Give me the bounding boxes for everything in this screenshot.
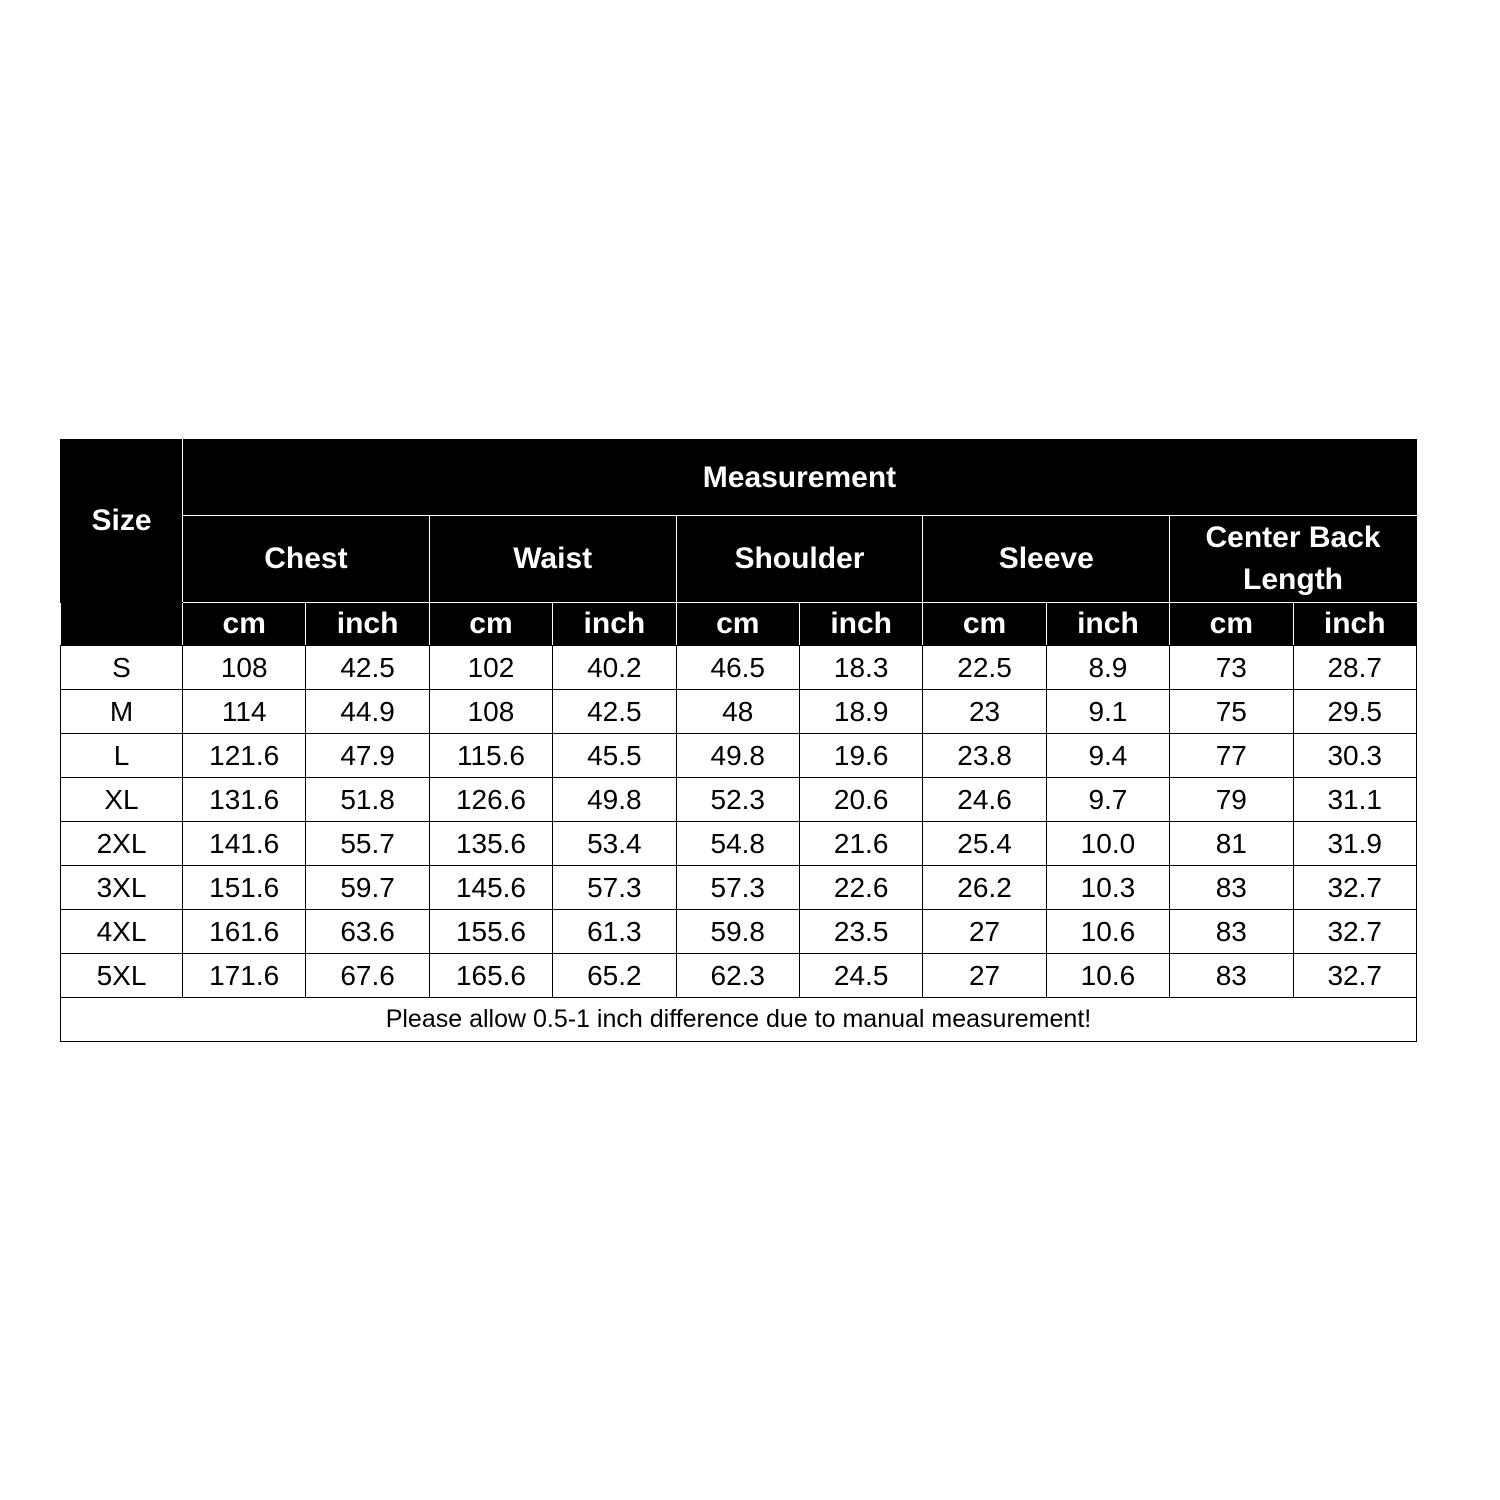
value-cell: 62.3 (676, 954, 799, 998)
value-cell: 108 (183, 646, 306, 690)
unit-header: cm (1170, 603, 1293, 646)
value-cell: 83 (1170, 954, 1293, 998)
value-cell: 57.3 (553, 866, 676, 910)
value-cell: 51.8 (306, 778, 429, 822)
value-cell: 171.6 (183, 954, 306, 998)
value-cell: 77 (1170, 734, 1293, 778)
value-cell: 27 (923, 954, 1046, 998)
value-cell: 102 (429, 646, 552, 690)
value-cell: 49.8 (553, 778, 676, 822)
table-row (61, 910, 1417, 954)
value-cell: 165.6 (429, 954, 552, 998)
part-header-waist: Waist (429, 516, 676, 603)
value-cell: 25.4 (923, 822, 1046, 866)
value-cell: 10.6 (1046, 910, 1169, 954)
value-cell: 67.6 (306, 954, 429, 998)
value-cell: 161.6 (183, 910, 306, 954)
value-cell: 32.7 (1293, 954, 1416, 998)
value-cell: 42.5 (553, 690, 676, 734)
value-cell: 54.8 (676, 822, 799, 866)
unit-header: inch (1046, 603, 1169, 646)
part-header-chest: Chest (183, 516, 430, 603)
value-cell: 47.9 (306, 734, 429, 778)
size-chart-table (60, 439, 1417, 1042)
value-cell: 48 (676, 690, 799, 734)
value-cell: 108 (429, 690, 552, 734)
value-cell: 126.6 (429, 778, 552, 822)
size-cell: XL (61, 778, 183, 822)
value-cell: 30.3 (1293, 734, 1416, 778)
value-cell: 53.4 (553, 822, 676, 866)
value-cell: 24.5 (799, 954, 922, 998)
unit-header: cm (429, 603, 552, 646)
value-cell: 75 (1170, 690, 1293, 734)
table-row (61, 734, 1417, 778)
table-header (61, 440, 1417, 646)
value-cell: 8.9 (1046, 646, 1169, 690)
part-header-sleeve: Sleeve (923, 516, 1170, 603)
size-column-header: Size (61, 440, 183, 603)
size-cell: L (61, 734, 183, 778)
value-cell: 46.5 (676, 646, 799, 690)
value-cell: 9.1 (1046, 690, 1169, 734)
value-cell: 44.9 (306, 690, 429, 734)
measurement-note: Please allow 0.5-1 inch difference due to manual measurement! (61, 998, 1417, 1042)
value-cell: 59.7 (306, 866, 429, 910)
size-cell: 2XL (61, 822, 183, 866)
value-cell: 151.6 (183, 866, 306, 910)
value-cell: 83 (1170, 866, 1293, 910)
table-footer (61, 998, 1417, 1042)
value-cell: 22.5 (923, 646, 1046, 690)
value-cell: 81 (1170, 822, 1293, 866)
value-cell: 10.3 (1046, 866, 1169, 910)
size-cell: 3XL (61, 866, 183, 910)
size-cell: 5XL (61, 954, 183, 998)
value-cell: 23 (923, 690, 1046, 734)
value-cell: 31.9 (1293, 822, 1416, 866)
size-cell: 4XL (61, 910, 183, 954)
value-cell: 59.8 (676, 910, 799, 954)
unit-header: inch (553, 603, 676, 646)
value-cell: 20.6 (799, 778, 922, 822)
part-header-center-back-length: Center Back Length (1170, 516, 1417, 603)
value-cell: 57.3 (676, 866, 799, 910)
value-cell: 155.6 (429, 910, 552, 954)
size-cell: M (61, 690, 183, 734)
value-cell: 21.6 (799, 822, 922, 866)
value-cell: 23.5 (799, 910, 922, 954)
table-row (61, 822, 1417, 866)
table-row (61, 866, 1417, 910)
table-row (61, 690, 1417, 734)
measurement-header: Measurement (183, 440, 1417, 516)
unit-header: cm (183, 603, 306, 646)
table-row (61, 778, 1417, 822)
value-cell: 63.6 (306, 910, 429, 954)
value-cell: 73 (1170, 646, 1293, 690)
value-cell: 121.6 (183, 734, 306, 778)
value-cell: 55.7 (306, 822, 429, 866)
table-row (61, 646, 1417, 690)
value-cell: 114 (183, 690, 306, 734)
size-cell: S (61, 646, 183, 690)
value-cell: 32.7 (1293, 910, 1416, 954)
value-cell: 40.2 (553, 646, 676, 690)
value-cell: 52.3 (676, 778, 799, 822)
table-row (61, 954, 1417, 998)
unit-header: cm (676, 603, 799, 646)
part-header-shoulder: Shoulder (676, 516, 923, 603)
value-cell: 135.6 (429, 822, 552, 866)
value-cell: 83 (1170, 910, 1293, 954)
value-cell: 79 (1170, 778, 1293, 822)
value-cell: 9.7 (1046, 778, 1169, 822)
value-cell: 65.2 (553, 954, 676, 998)
value-cell: 42.5 (306, 646, 429, 690)
value-cell: 24.6 (923, 778, 1046, 822)
value-cell: 45.5 (553, 734, 676, 778)
unit-header: inch (1293, 603, 1416, 646)
unit-header: cm (923, 603, 1046, 646)
value-cell: 10.0 (1046, 822, 1169, 866)
value-cell: 61.3 (553, 910, 676, 954)
unit-header: inch (306, 603, 429, 646)
value-cell: 18.3 (799, 646, 922, 690)
value-cell: 145.6 (429, 866, 552, 910)
unit-header: inch (799, 603, 922, 646)
value-cell: 18.9 (799, 690, 922, 734)
value-cell: 27 (923, 910, 1046, 954)
value-cell: 28.7 (1293, 646, 1416, 690)
value-cell: 32.7 (1293, 866, 1416, 910)
value-cell: 19.6 (799, 734, 922, 778)
value-cell: 22.6 (799, 866, 922, 910)
value-cell: 31.1 (1293, 778, 1416, 822)
value-cell: 141.6 (183, 822, 306, 866)
unit-header-spacer (61, 603, 183, 646)
value-cell: 9.4 (1046, 734, 1169, 778)
value-cell: 131.6 (183, 778, 306, 822)
value-cell: 10.6 (1046, 954, 1169, 998)
value-cell: 26.2 (923, 866, 1046, 910)
value-cell: 49.8 (676, 734, 799, 778)
value-cell: 23.8 (923, 734, 1046, 778)
value-cell: 115.6 (429, 734, 552, 778)
value-cell: 29.5 (1293, 690, 1416, 734)
table-body (61, 646, 1417, 998)
